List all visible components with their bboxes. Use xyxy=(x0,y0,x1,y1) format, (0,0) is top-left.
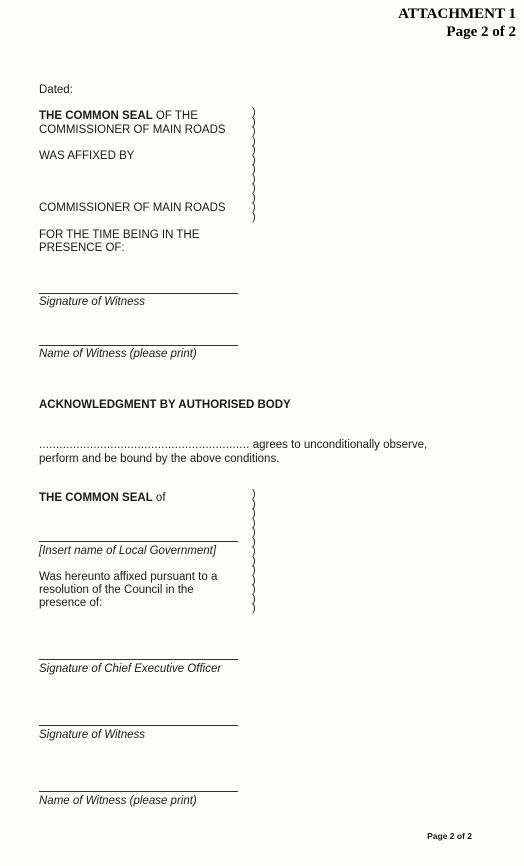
lg-witness-name-caption: Name of Witness (please print) xyxy=(39,795,197,807)
lg-witness-signature-caption: Signature of Witness xyxy=(39,729,146,741)
dated-label: Dated: xyxy=(39,84,73,96)
affixed-by-label: WAS AFFIXED BY xyxy=(39,150,135,162)
acknowledgment-heading: ACKNOWLEDGMENT BY AUTHORISED BODY xyxy=(39,399,291,411)
body-name-blank: .............................................................. xyxy=(39,439,250,451)
lg-witness-name-line xyxy=(39,791,238,792)
common-seal-rest: OF THE xyxy=(152,110,198,122)
acknowledgment-agree-text: agrees to unconditionally observe, xyxy=(249,439,428,451)
ceo-signature-line xyxy=(39,659,238,660)
time-being-line1: FOR THE TIME BEING IN THE xyxy=(39,229,200,241)
hereunto-line1: Was hereunto affixed pursuant to a xyxy=(39,571,218,583)
common-seal-local-gov xyxy=(39,492,166,505)
common-seal-main-roads xyxy=(39,110,198,123)
bracket-column-local-gov: ) ) ) ) ) ) ) ) ) ) ) ) ) xyxy=(252,488,256,614)
hereunto-line3: presence of: xyxy=(39,597,103,609)
common-seal-lg-bold: THE COMMON SEAL xyxy=(39,492,153,504)
commissioner-label: COMMISSIONER OF MAIN ROADS xyxy=(39,124,226,136)
lg-witness-signature-line xyxy=(39,725,238,726)
hereunto-line2: resolution of the Council in the xyxy=(39,584,194,596)
common-seal-lg-rest: of xyxy=(152,492,166,504)
footer-page-number: Page 2 of 2 xyxy=(427,831,472,841)
insert-local-gov-caption: [Insert name of Local Government] xyxy=(39,545,217,557)
local-gov-name-line xyxy=(39,541,238,542)
commissioner-label-2: COMMISSIONER OF MAIN ROADS xyxy=(39,202,226,214)
common-seal-bold: THE COMMON SEAL xyxy=(39,110,153,122)
page-indicator: Page 2 of 2 xyxy=(446,24,516,40)
acknowledgment-line1 xyxy=(39,439,427,452)
ceo-signature-caption: Signature of Chief Executive Officer xyxy=(39,663,222,675)
bracket-column-main-roads: ) ) ) ) ) ) ) ) ) ) ) ) xyxy=(252,106,256,223)
acknowledgment-line2: perform and be bound by the above conditions. xyxy=(39,453,280,465)
witness-signature-caption: Signature of Witness xyxy=(39,296,146,308)
witness-name-line xyxy=(39,345,238,346)
witness-name-caption: Name of Witness (please print) xyxy=(39,348,197,360)
attachment-label: ATTACHMENT 1 xyxy=(398,6,516,22)
witness-signature-line xyxy=(39,293,238,294)
time-being-line2: PRESENCE OF: xyxy=(39,242,125,254)
